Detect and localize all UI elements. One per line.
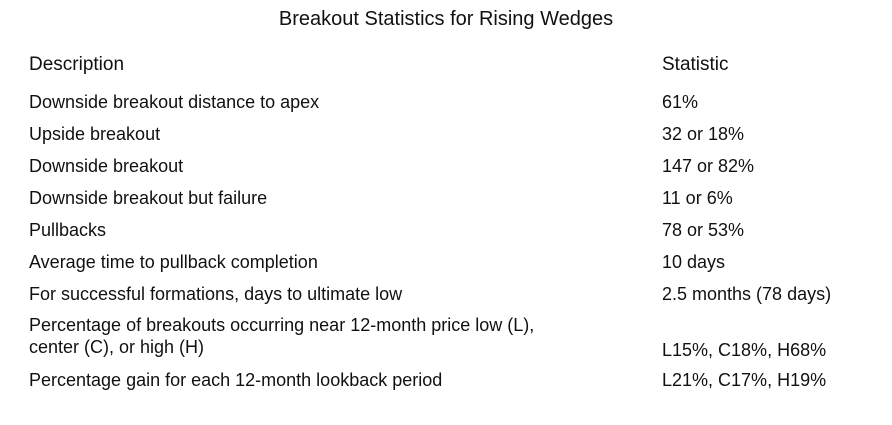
- table-row: [0, 120, 892, 152]
- table-header-row: [0, 52, 892, 78]
- row-description: For successful formations, days to ultimate low: [29, 284, 403, 304]
- table-row: [0, 216, 892, 248]
- row-description: Upside breakout: [29, 124, 161, 144]
- row-description: Downside breakout but failure: [29, 188, 268, 208]
- row-statistic: 147 or 82%: [662, 156, 755, 176]
- row-statistic: 10 days: [662, 252, 726, 272]
- row-description: Percentage of breakouts occurring near 12-month price low (L), center (C), or high (H): [29, 315, 535, 357]
- row-statistic: 2.5 months (78 days): [662, 284, 832, 304]
- row-statistic: 78 or 53%: [662, 220, 745, 240]
- row-description: Percentage gain for each 12-month lookback period: [29, 370, 443, 390]
- table-row: [0, 312, 892, 366]
- row-statistic: 11 or 6%: [662, 188, 733, 208]
- row-statistic: 32 or 18%: [662, 124, 745, 144]
- row-description: Pullbacks: [29, 220, 107, 240]
- table-body: [0, 88, 892, 398]
- table-row: [0, 152, 892, 184]
- row-description: Average time to pullback completion: [29, 252, 318, 272]
- row-statistic: L21%, C17%, H19%: [662, 370, 827, 390]
- column-header-description: Description: [29, 54, 125, 75]
- row-description: Downside breakout distance to apex: [29, 92, 320, 112]
- row-description: Downside breakout: [29, 156, 184, 176]
- table-row: [0, 184, 892, 216]
- row-statistic: L15%, C18%, H68%: [662, 340, 827, 360]
- table-row: [0, 248, 892, 280]
- table-title: Breakout Statistics for Rising Wedges: [278, 8, 614, 30]
- table-row: [0, 88, 892, 120]
- table-row: [0, 280, 892, 312]
- column-header-statistic: Statistic: [662, 54, 729, 75]
- table-row: [0, 366, 892, 398]
- row-statistic: 61%: [662, 92, 699, 112]
